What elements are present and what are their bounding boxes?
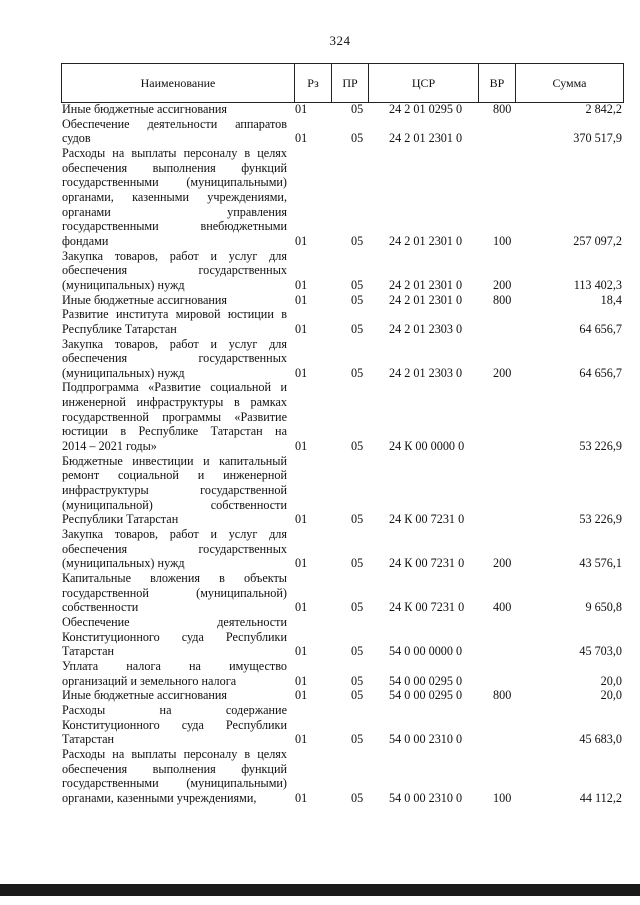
- row-name: [62, 249, 287, 293]
- row-csr: 24 2 01 0295 0: [389, 102, 463, 116]
- row-name-line: фондами: [62, 233, 109, 248]
- row-name-line: 2014 – 2021 годы»: [62, 439, 157, 454]
- row-name-line: Татарстан: [62, 732, 115, 747]
- row-name-line: обеспечения государственных: [62, 351, 287, 366]
- row-name: [62, 571, 287, 615]
- row-vr: 100: [493, 233, 512, 248]
- row-csr: 54 0 00 2310 0: [389, 790, 463, 805]
- row-name-line: Расходы на выплаты персоналу в целях: [62, 145, 287, 160]
- row-vr: 200: [493, 365, 512, 380]
- row-name-line: Расходы на выплаты персоналу в целях: [62, 746, 287, 761]
- row-name: [62, 102, 287, 117]
- row-name-line: Капитальные вложения в объекты: [62, 571, 287, 585]
- row-name-line: судов: [62, 131, 91, 146]
- row-pr: 05: [351, 512, 364, 527]
- row-name: [62, 146, 287, 249]
- row-sum: 44 112,2: [579, 790, 622, 805]
- row-pr: 05: [351, 732, 364, 747]
- row-name-line: организаций и земельного налога: [62, 673, 237, 688]
- row-csr: 24 2 01 2301 0: [389, 277, 463, 292]
- row-csr: 54 0 00 0295 0: [389, 688, 463, 703]
- row-pr: 05: [351, 321, 364, 336]
- row-name: [62, 527, 287, 571]
- row-csr: 24 К 00 7231 0: [389, 512, 465, 527]
- row-name-line: Обеспечение деятельности аппаратов: [62, 116, 287, 131]
- row-name-line: Татарстан: [62, 644, 115, 659]
- header-vr: ВР: [479, 64, 516, 102]
- row-name-line: органами, казенными учреждениями,: [62, 790, 257, 805]
- row-pr: 05: [351, 600, 364, 615]
- row-name: [62, 454, 287, 527]
- table-body: [62, 102, 622, 806]
- row-rz: 01: [295, 644, 308, 659]
- row-rz: 01: [295, 131, 308, 146]
- row-name-line: (муниципальных) нужд: [62, 556, 185, 571]
- row-name-line: Закупка товаров, работ и услуг для: [62, 527, 287, 542]
- table-row: [62, 454, 622, 527]
- row-pr: 05: [351, 790, 364, 805]
- row-vr: 200: [493, 556, 512, 571]
- row-name-line: ремонт социальной и инженерной: [62, 468, 287, 483]
- row-rz: 01: [295, 277, 308, 292]
- row-pr: 05: [351, 673, 364, 688]
- row-name: [62, 659, 287, 688]
- row-pr: 05: [351, 131, 364, 146]
- row-name: [62, 117, 287, 146]
- row-name: [62, 747, 287, 806]
- row-rz: 01: [295, 556, 308, 571]
- table-header: [61, 63, 624, 103]
- row-name-line: Республики Татарстан: [62, 512, 179, 527]
- row-name-line: государственной программы «Развитие: [62, 409, 287, 424]
- row-sum: 9 650,8: [585, 600, 622, 615]
- header-name: Наименование: [62, 64, 295, 102]
- table-row: [62, 249, 622, 293]
- row-pr: 05: [351, 644, 364, 659]
- row-csr: 24 2 01 2301 0: [389, 131, 463, 146]
- row-csr: 24 2 01 2301 0: [389, 233, 463, 248]
- row-csr: 54 0 00 0295 0: [389, 673, 463, 688]
- scan-edge-bar: [0, 884, 640, 896]
- row-csr: 54 0 00 0000 0: [389, 644, 463, 659]
- row-rz: 01: [295, 790, 308, 805]
- row-sum: 20,0: [600, 688, 622, 703]
- row-name-line: Конституционного суда Республики: [62, 629, 287, 644]
- row-name-line: органами, казенными учреждениями,: [62, 189, 287, 204]
- row-name-line: Республике Татарстан: [62, 321, 177, 336]
- table-row: [62, 380, 622, 453]
- row-sum: 64 656,7: [579, 321, 622, 336]
- row-name-line: инфраструктуры государственной: [62, 483, 287, 498]
- row-csr: 24 К 00 7231 0: [389, 600, 465, 615]
- row-pr: 05: [351, 233, 364, 248]
- row-sum: 113 402,3: [573, 277, 622, 292]
- row-sum: 45 683,0: [579, 732, 622, 747]
- row-vr: 800: [493, 688, 512, 703]
- table-row: [62, 688, 622, 703]
- row-sum: 2 842,2: [585, 102, 622, 116]
- row-rz: 01: [295, 365, 308, 380]
- row-rz: 01: [295, 600, 308, 615]
- row-name-line: обеспечения государственных: [62, 263, 287, 278]
- row-name-line: Обеспечение деятельности: [62, 614, 287, 629]
- table-row: [62, 337, 622, 381]
- row-name-line: государственными (муниципальными): [62, 776, 287, 791]
- row-sum: 53 226,9: [579, 439, 622, 454]
- row-name-line: государственной (муниципальной): [62, 585, 287, 600]
- row-csr: 24 К 00 7231 0: [389, 556, 465, 571]
- row-pr: 05: [351, 292, 364, 307]
- table-row: [62, 102, 622, 117]
- row-name-line: Расходы на содержание: [62, 702, 287, 717]
- row-name-line: государственными (муниципальными): [62, 175, 287, 190]
- header-csr: ЦСР: [369, 64, 479, 102]
- row-sum: 18,4: [600, 292, 622, 307]
- row-name-line: Развитие института мировой юстиции в: [62, 307, 287, 322]
- row-vr: 800: [493, 102, 512, 116]
- table-row: [62, 293, 622, 308]
- row-name: [62, 293, 287, 308]
- row-rz: 01: [295, 102, 308, 116]
- row-name-line: инженерной инфраструктуры в рамках: [62, 395, 287, 410]
- row-rz: 01: [295, 673, 308, 688]
- row-csr: 24 2 01 2303 0: [389, 365, 463, 380]
- row-pr: 05: [351, 556, 364, 571]
- row-name-line: Иные бюджетные ассигнования: [62, 102, 228, 116]
- row-name: [62, 703, 287, 747]
- table-row: [62, 146, 622, 249]
- table-row: [62, 571, 622, 615]
- row-sum: 43 576,1: [579, 556, 622, 571]
- row-rz: 01: [295, 321, 308, 336]
- row-rz: 01: [295, 233, 308, 248]
- header-pr: ПР: [332, 64, 369, 102]
- row-pr: 05: [351, 365, 364, 380]
- table-row: [62, 747, 622, 806]
- row-name-line: Иные бюджетные ассигнования: [62, 688, 228, 703]
- row-name-line: обеспечения государственных: [62, 541, 287, 556]
- page-number: 324: [329, 33, 351, 48]
- row-rz: 01: [295, 439, 308, 454]
- row-sum: 257 097,2: [573, 233, 622, 248]
- table-row: [62, 117, 622, 146]
- row-sum: 53 226,9: [579, 512, 622, 527]
- row-name-line: Уплата налога на имущество: [62, 658, 287, 673]
- row-name-line: органами управления: [62, 204, 287, 219]
- row-name: [62, 688, 287, 703]
- row-name-line: обеспечения выполнения функций: [62, 160, 287, 175]
- row-name: [62, 615, 287, 659]
- row-csr: 24 К 00 0000 0: [389, 439, 465, 454]
- row-name-line: собственности: [62, 600, 139, 615]
- row-name-line: (муниципальной) собственности: [62, 497, 287, 512]
- table-row: [62, 615, 622, 659]
- row-sum: 64 656,7: [579, 365, 622, 380]
- row-name-line: Бюджетные инвестиции и капитальный: [62, 453, 287, 468]
- row-csr: 54 0 00 2310 0: [389, 732, 463, 747]
- row-rz: 01: [295, 512, 308, 527]
- row-rz: 01: [295, 292, 308, 307]
- table-row: [62, 527, 622, 571]
- row-csr: 24 2 01 2301 0: [389, 292, 463, 307]
- row-name: [62, 337, 287, 381]
- row-csr: 24 2 01 2303 0: [389, 321, 463, 336]
- row-pr: 05: [351, 688, 364, 703]
- row-name-line: Иные бюджетные ассигнования: [62, 292, 228, 307]
- row-name-line: обеспечения выполнения функций: [62, 761, 287, 776]
- row-name-line: Закупка товаров, работ и услуг для: [62, 336, 287, 351]
- row-name: [62, 380, 287, 453]
- row-sum: 20,0: [600, 673, 622, 688]
- row-pr: 05: [351, 439, 364, 454]
- row-vr: 200: [493, 277, 512, 292]
- row-vr: 800: [493, 292, 512, 307]
- row-sum: 370 517,9: [573, 131, 622, 146]
- row-name: [62, 307, 287, 336]
- row-rz: 01: [295, 688, 308, 703]
- row-name-line: юстиции в Республике Татарстан на: [62, 424, 287, 439]
- row-vr: 100: [493, 790, 512, 805]
- row-name-line: Подпрограмма «Развитие социальной и: [62, 380, 287, 395]
- row-pr: 05: [351, 277, 364, 292]
- row-name-line: Конституционного суда Республики: [62, 717, 287, 732]
- row-name-line: государственными внебюджетными: [62, 219, 287, 234]
- table-row: [62, 703, 622, 747]
- row-vr: 400: [493, 600, 512, 615]
- row-sum: 45 703,0: [579, 644, 622, 659]
- row-rz: 01: [295, 732, 308, 747]
- row-pr: 05: [351, 102, 364, 116]
- table-row: [62, 307, 622, 336]
- header-sum: Сумма: [552, 75, 587, 90]
- row-name-line: Закупка товаров, работ и услуг для: [62, 248, 287, 263]
- row-name-line: (муниципальных) нужд: [62, 277, 185, 292]
- header-rz: Рз: [295, 64, 332, 102]
- row-name-line: (муниципальных) нужд: [62, 365, 185, 380]
- table-row: [62, 659, 622, 688]
